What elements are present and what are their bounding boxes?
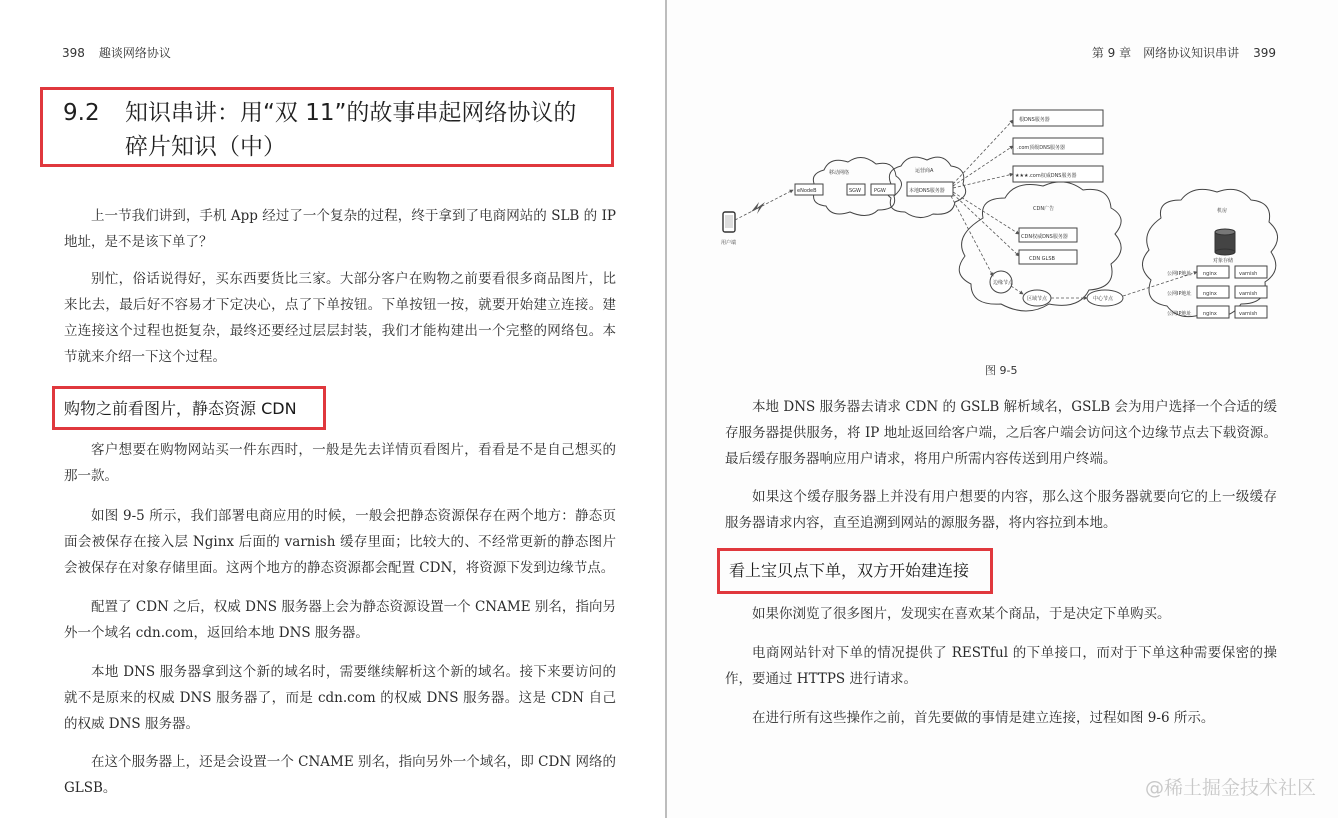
label-regional: 区域节点: [1027, 296, 1048, 302]
label-datacenter: 机房: [1217, 208, 1228, 214]
left-paragraph-3: 客户想要在购物网站买一件东西时，一般是先去详情页看图片，看看是不是自己想买的那一款。: [64, 442, 616, 484]
label-operator: 运营商A: [915, 168, 934, 174]
section-number: 9.2: [63, 100, 100, 126]
label-pgw: PGW: [874, 188, 886, 194]
label-sgw: SGW: [849, 188, 861, 194]
left-page: [0, 0, 665, 818]
network-diagram-svg: [721, 100, 1321, 348]
section-title-line2: 碎片知识（中）: [125, 134, 286, 160]
left-running-title: 趣谈网络协议: [98, 46, 171, 60]
section-title-line1: 知识串讲：用“双 11”的故事串起网络协议的: [125, 100, 577, 126]
right-paragraph-4: 电商网站针对下单的情况提供了 RESTful 的下单接口，而对于下单这种需要保密的操作，要通过 HTTPS 进行请求。: [725, 645, 1277, 687]
label-edge: 边缘节点: [993, 280, 1014, 286]
label-nginx-3: nginx: [1203, 311, 1217, 317]
label-nginx-1: nginx: [1203, 271, 1217, 277]
right-paragraph-1: 本地 DNS 服务器去请求 CDN 的 GSLB 解析域名，GSLB 会为用户选择一个合适的缓存服务器提供服务，将 IP 地址返回给客户端，之后客户端会访问这个边缘节点去下载资源。最后缓存服务器响应用户请求，将用户所需内容传送到用户终端。: [725, 399, 1277, 467]
left-paragraph-7: 在这个服务器上，还是会设置一个 CNAME 别名，指向另外一个域名，即 CDN 网络的 GLSB。: [64, 754, 616, 796]
label-public-ip-3: 公网IP地址: [1167, 311, 1192, 317]
left-paragraph-4: 如图 9-5 所示，我们部署电商应用的时候，一般会把静态资源保存在两个地方：静态页面会被保存在接入层 Nginx 后面的 varnish 缓存里面；比较大的、不经常更新的静态图片会被保存在对象存储里面。这两个地方的静态资源都会配置 CDN，将资源下发到边缘节点。: [64, 508, 616, 576]
network-diagram: [721, 100, 1321, 348]
label-object-storage: 对象存储: [1213, 258, 1234, 264]
left-paragraph-1: 上一节我们讲到，手机 App 经过了一个复杂的过程，终于拿到了电商网站的 SLB 的 IP 地址，是不是该下单了？: [64, 208, 616, 250]
label-varnish-3: varnish: [1239, 311, 1258, 317]
label-central: 中心节点: [1093, 296, 1114, 302]
label-cdn-net: CDN广告: [1033, 206, 1055, 212]
subheading-connection: 看上宝贝点下单，双方开始建连接: [717, 548, 993, 594]
label-varnish-2: varnish: [1239, 291, 1258, 297]
left-page-number: 398: [62, 46, 85, 60]
label-mobile-net: 移动网络: [829, 170, 850, 176]
label-public-ip-1: 公网IP地址: [1167, 271, 1192, 277]
section-title-box: [40, 87, 614, 167]
left-paragraph-5: 配置了 CDN 之后，权威 DNS 服务器上会为静态资源设置一个 CNAME 别名，指向另外一个域名 cdn.com，返回给本地 DNS 服务器。: [64, 599, 616, 641]
figure-caption: 图 9-5: [985, 364, 1018, 377]
left-paragraph-6: 本地 DNS 服务器拿到这个新的域名时，需要继续解析这个新的域名。接下来要访问的就不是原来的权威 DNS 服务器了，而是 cdn.com 的权威 DNS 服务器。这是 CDN 自己的权威 DNS 服务器。: [64, 664, 616, 732]
left-running-header: [62, 44, 171, 61]
label-cdn-glsb: CDN GLSB: [1029, 256, 1055, 262]
left-paragraph-2: 别忙，俗话说得好，买东西要货比三家。大部分客户在购物之前要看很多商品图片，比来比去，最后好不容易才下定决心，点了下单按钮。下单按钮一按，就要开始建立连接。建立连接这个过程也挺复杂，最终还要经过层层封装，我们才能构建出一个完整的网络包。本节就来介绍一下这个过程。: [64, 271, 616, 365]
watermark: @稀土掘金技术社区: [1144, 777, 1316, 799]
label-phone: 用户端: [721, 240, 737, 246]
right-page-number: 399: [1253, 46, 1276, 60]
subheading-cdn: 购物之前看图片，静态资源 CDN: [52, 386, 326, 430]
phone-icon: [723, 212, 735, 232]
right-running-header: [1092, 44, 1276, 61]
label-public-ip-2: 公网IP地址: [1167, 291, 1192, 297]
label-varnish-1: varnish: [1239, 271, 1258, 277]
label-root-dns: 根DNS服务器: [1019, 117, 1050, 123]
label-nginx-2: nginx: [1203, 291, 1217, 297]
label-com-dns: .com顶级DNS服务器: [1017, 145, 1066, 151]
label-local-dns: 本地DNS服务器: [909, 188, 945, 194]
right-running-title: 第 9 章 网络协议知识串讲: [1091, 46, 1240, 60]
label-cdn-auth: CDN权威DNS服务器: [1021, 234, 1068, 240]
label-auth-dns: ★★★.com权威DNS服务器: [1015, 173, 1077, 179]
right-page: [667, 0, 1338, 818]
label-enodeb: eNodeB: [797, 188, 817, 194]
right-paragraph-5: 在进行所有这些操作之前，首先要做的事情是建立连接，过程如图 9-6 所示。: [752, 710, 1215, 726]
right-paragraph-2: 如果这个缓存服务器上并没有用户想要的内容，那么这个服务器就要向它的上一级缓存服务器请求内容，直至追溯到网站的源服务器，将内容拉到本地。: [725, 489, 1277, 531]
storage-cylinder-icon: [1215, 229, 1235, 255]
right-paragraph-3: 如果你浏览了很多图片，发现实在喜欢某个商品，于是决定下单购买。: [752, 606, 1171, 622]
